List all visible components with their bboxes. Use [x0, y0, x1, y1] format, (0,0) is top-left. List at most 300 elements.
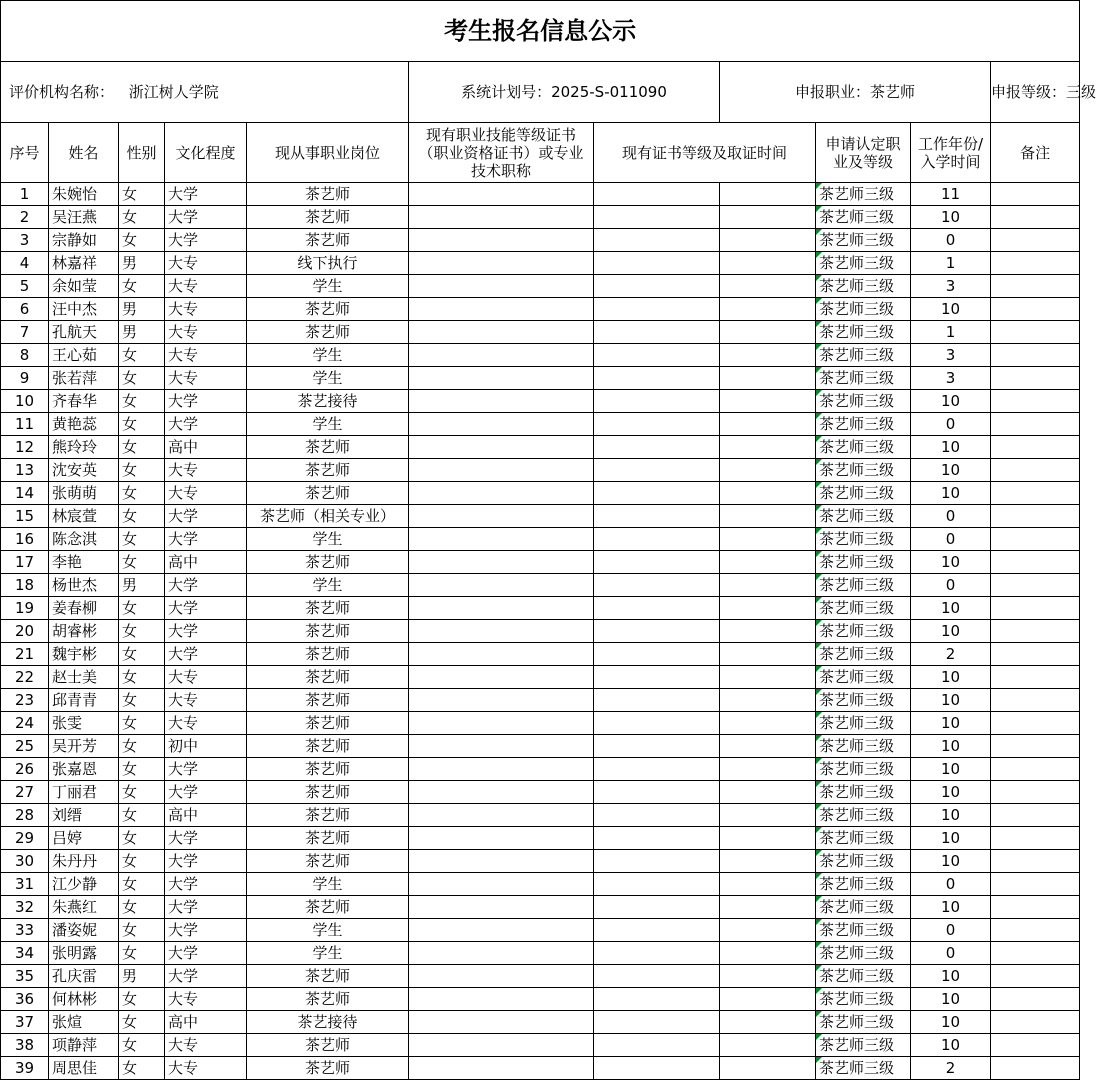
cell-cert-time — [720, 574, 816, 597]
cell-cert-level — [594, 620, 720, 643]
cell-gender: 女 — [119, 1057, 165, 1080]
cell-gender: 女 — [119, 482, 165, 505]
table-row — [1, 528, 1080, 551]
cell-remark — [991, 827, 1080, 850]
table-row — [1, 505, 1080, 528]
table-row — [1, 1011, 1080, 1034]
table-row — [1, 298, 1080, 321]
cell-name: 魏宇彬 — [49, 643, 119, 666]
cell-cert-level — [594, 712, 720, 735]
cell-gender: 女 — [119, 413, 165, 436]
cell-years: 11 — [911, 183, 991, 206]
cell-gender: 女 — [119, 436, 165, 459]
cell-education: 大专 — [165, 321, 247, 344]
cell-apply: 茶艺师三级 — [816, 827, 911, 850]
cell-years: 10 — [911, 781, 991, 804]
cell-no: 11 — [1, 413, 49, 436]
cell-remark — [991, 804, 1080, 827]
cell-cert — [409, 344, 594, 367]
cell-years: 3 — [911, 344, 991, 367]
cell-gender: 女 — [119, 873, 165, 896]
cell-cert-time — [720, 1011, 816, 1034]
cell-name: 杨世杰 — [49, 574, 119, 597]
cell-education: 大学 — [165, 229, 247, 252]
cell-no: 7 — [1, 321, 49, 344]
cell-position: 学生 — [247, 413, 409, 436]
cell-gender: 男 — [119, 965, 165, 988]
cell-position: 茶艺师 — [247, 643, 409, 666]
cell-cert-level — [594, 827, 720, 850]
cell-education: 大专 — [165, 298, 247, 321]
header-cert-time: 现有证书等级及取证时间 — [594, 123, 816, 183]
cell-gender: 女 — [119, 896, 165, 919]
cell-name: 张嘉恩 — [49, 758, 119, 781]
cell-education: 大学 — [165, 643, 247, 666]
cell-name: 张煊 — [49, 1011, 119, 1034]
org-value: 浙江树人学院 — [128, 83, 219, 101]
cell-education: 大学 — [165, 206, 247, 229]
cell-cert-time — [720, 528, 816, 551]
cell-no: 6 — [1, 298, 49, 321]
cell-gender: 女 — [119, 459, 165, 482]
cell-cert — [409, 781, 594, 804]
cell-years: 10 — [911, 597, 991, 620]
cell-no: 20 — [1, 620, 49, 643]
cell-education: 大学 — [165, 390, 247, 413]
cell-no: 28 — [1, 804, 49, 827]
cell-no: 2 — [1, 206, 49, 229]
cell-name: 张萌萌 — [49, 482, 119, 505]
cell-cert-time — [720, 896, 816, 919]
cell-cert — [409, 620, 594, 643]
cell-apply: 茶艺师三级 — [816, 712, 911, 735]
table-row — [1, 597, 1080, 620]
cell-education: 高中 — [165, 1011, 247, 1034]
table-row — [1, 252, 1080, 275]
cell-cert-level — [594, 183, 720, 206]
cell-cert — [409, 896, 594, 919]
cell-position: 线下执行 — [247, 252, 409, 275]
cell-education: 高中 — [165, 804, 247, 827]
cell-gender: 女 — [119, 988, 165, 1011]
cell-remark — [991, 436, 1080, 459]
table-row — [1, 712, 1080, 735]
cell-name: 丁丽君 — [49, 781, 119, 804]
cell-remark — [991, 1011, 1080, 1034]
cell-name: 赵士美 — [49, 666, 119, 689]
cell-remark — [991, 850, 1080, 873]
table-row — [1, 942, 1080, 965]
cell-apply: 茶艺师三级 — [816, 965, 911, 988]
cell-cert-level — [594, 965, 720, 988]
cell-apply: 茶艺师三级 — [816, 482, 911, 505]
cell-position: 茶艺师 — [247, 804, 409, 827]
cell-gender: 女 — [119, 758, 165, 781]
cell-no: 33 — [1, 919, 49, 942]
cell-cert-time — [720, 551, 816, 574]
cell-name: 吴开芳 — [49, 735, 119, 758]
cell-position: 学生 — [247, 528, 409, 551]
cell-years: 10 — [911, 896, 991, 919]
cell-gender: 女 — [119, 597, 165, 620]
cell-years: 10 — [911, 390, 991, 413]
cell-position: 茶艺师 — [247, 735, 409, 758]
cell-cert-time — [720, 919, 816, 942]
cell-education: 大学 — [165, 758, 247, 781]
cell-no: 36 — [1, 988, 49, 1011]
cell-years: 10 — [911, 804, 991, 827]
cell-position: 学生 — [247, 367, 409, 390]
cell-years: 10 — [911, 666, 991, 689]
cell-years: 10 — [911, 1034, 991, 1057]
cell-apply: 茶艺师三级 — [816, 505, 911, 528]
cell-education: 大专 — [165, 367, 247, 390]
cell-cert — [409, 666, 594, 689]
cell-cert-time — [720, 1057, 816, 1080]
cell-cert-level — [594, 390, 720, 413]
cell-apply: 茶艺师三级 — [816, 252, 911, 275]
table-row — [1, 1034, 1080, 1057]
table-row — [1, 275, 1080, 298]
cell-years: 0 — [911, 413, 991, 436]
cell-cert-level — [594, 896, 720, 919]
cell-cert — [409, 367, 594, 390]
cell-cert-level — [594, 367, 720, 390]
cell-remark — [991, 505, 1080, 528]
table-row — [1, 919, 1080, 942]
header-cert: 现有职业技能等级证书（职业资格证书）或专业技术职称 — [409, 123, 594, 183]
cell-education: 大学 — [165, 413, 247, 436]
cell-years: 3 — [911, 367, 991, 390]
table-row — [1, 321, 1080, 344]
cell-gender: 女 — [119, 1034, 165, 1057]
cell-cert-level — [594, 344, 720, 367]
cell-gender: 女 — [119, 643, 165, 666]
table-row — [1, 988, 1080, 1011]
cell-cert-level — [594, 1034, 720, 1057]
cell-years: 0 — [911, 942, 991, 965]
cell-gender: 女 — [119, 367, 165, 390]
cell-cert-level — [594, 873, 720, 896]
level: 申报等级：三级 — [991, 62, 1080, 123]
table-row — [1, 850, 1080, 873]
cell-position: 茶艺师 — [247, 620, 409, 643]
table-row — [1, 827, 1080, 850]
cell-no: 25 — [1, 735, 49, 758]
cell-cert-time — [720, 275, 816, 298]
cell-cert — [409, 413, 594, 436]
cell-no: 24 — [1, 712, 49, 735]
cell-years: 10 — [911, 620, 991, 643]
cell-apply: 茶艺师三级 — [816, 413, 911, 436]
cell-remark — [991, 1034, 1080, 1057]
cell-years: 10 — [911, 298, 991, 321]
cell-cert — [409, 482, 594, 505]
cell-cert-level — [594, 229, 720, 252]
cell-years: 2 — [911, 643, 991, 666]
cell-gender: 女 — [119, 712, 165, 735]
table-row — [1, 643, 1080, 666]
cell-gender: 男 — [119, 321, 165, 344]
cell-position: 学生 — [247, 873, 409, 896]
cell-cert-time — [720, 252, 816, 275]
cell-cert — [409, 942, 594, 965]
cell-no: 19 — [1, 597, 49, 620]
cell-gender: 女 — [119, 781, 165, 804]
cell-remark — [991, 275, 1080, 298]
cell-remark — [991, 321, 1080, 344]
cell-cert-time — [720, 781, 816, 804]
cell-gender: 女 — [119, 666, 165, 689]
cell-apply: 茶艺师三级 — [816, 942, 911, 965]
cell-cert — [409, 183, 594, 206]
cell-cert — [409, 758, 594, 781]
cell-cert — [409, 298, 594, 321]
cell-cert — [409, 459, 594, 482]
cell-position: 茶艺师 — [247, 988, 409, 1011]
cell-years: 10 — [911, 758, 991, 781]
cell-no: 8 — [1, 344, 49, 367]
cell-name: 黄艳蕊 — [49, 413, 119, 436]
cell-no: 14 — [1, 482, 49, 505]
cell-name: 周思佳 — [49, 1057, 119, 1080]
cell-no: 12 — [1, 436, 49, 459]
cell-no: 1 — [1, 183, 49, 206]
cell-apply: 茶艺师三级 — [816, 873, 911, 896]
cell-education: 大学 — [165, 620, 247, 643]
cell-apply: 茶艺师三级 — [816, 298, 911, 321]
cell-remark — [991, 344, 1080, 367]
cell-gender: 女 — [119, 919, 165, 942]
cell-cert-time — [720, 298, 816, 321]
cell-years: 10 — [911, 689, 991, 712]
cell-education: 大专 — [165, 1057, 247, 1080]
cell-remark — [991, 666, 1080, 689]
cell-cert-time — [720, 689, 816, 712]
cell-apply: 茶艺师三级 — [816, 597, 911, 620]
cell-apply: 茶艺师三级 — [816, 436, 911, 459]
cell-cert-level — [594, 942, 720, 965]
cell-education: 大学 — [165, 528, 247, 551]
cell-cert-time — [720, 1034, 816, 1057]
header-years: 工作年份/入学时间 — [911, 123, 991, 183]
cell-education: 大专 — [165, 689, 247, 712]
cell-cert — [409, 804, 594, 827]
cell-position: 茶艺师 — [247, 482, 409, 505]
cell-cert-time — [720, 459, 816, 482]
cell-cert — [409, 1057, 594, 1080]
cell-years: 1 — [911, 321, 991, 344]
cell-remark — [991, 620, 1080, 643]
cell-name: 朱丹丹 — [49, 850, 119, 873]
cell-position: 茶艺师 — [247, 965, 409, 988]
cell-cert — [409, 229, 594, 252]
table-row — [1, 666, 1080, 689]
cell-cert-level — [594, 482, 720, 505]
cell-position: 茶艺师 — [247, 850, 409, 873]
cell-cert-time — [720, 735, 816, 758]
header-gender: 性别 — [119, 123, 165, 183]
cell-no: 13 — [1, 459, 49, 482]
table-row — [1, 206, 1080, 229]
cell-remark — [991, 413, 1080, 436]
cell-cert — [409, 850, 594, 873]
cell-no: 15 — [1, 505, 49, 528]
cell-cert-level — [594, 1057, 720, 1080]
cell-cert-time — [720, 482, 816, 505]
cell-education: 大专 — [165, 459, 247, 482]
cell-name: 熊玲玲 — [49, 436, 119, 459]
cell-cert-level — [594, 574, 720, 597]
cell-cert-time — [720, 229, 816, 252]
cell-position: 学生 — [247, 275, 409, 298]
cell-education: 大学 — [165, 850, 247, 873]
cell-remark — [991, 643, 1080, 666]
cell-years: 10 — [911, 965, 991, 988]
cell-name: 项静萍 — [49, 1034, 119, 1057]
cell-cert-level — [594, 551, 720, 574]
cell-years: 10 — [911, 850, 991, 873]
cell-education: 大学 — [165, 919, 247, 942]
cell-no: 26 — [1, 758, 49, 781]
cell-remark — [991, 459, 1080, 482]
cell-position: 茶艺师 — [247, 229, 409, 252]
cell-cert — [409, 275, 594, 298]
cell-position: 茶艺师 — [247, 712, 409, 735]
cell-no: 4 — [1, 252, 49, 275]
cell-apply: 茶艺师三级 — [816, 919, 911, 942]
cell-cert-time — [720, 390, 816, 413]
cell-position: 茶艺师 — [247, 459, 409, 482]
cell-name: 张雯 — [49, 712, 119, 735]
cell-education: 大专 — [165, 482, 247, 505]
cell-cert-level — [594, 436, 720, 459]
cell-position: 茶艺师 — [247, 827, 409, 850]
cell-cert-level — [594, 735, 720, 758]
cell-position: 茶艺师 — [247, 781, 409, 804]
cell-education: 大学 — [165, 896, 247, 919]
cell-cert — [409, 873, 594, 896]
cell-years: 10 — [911, 827, 991, 850]
header-no: 序号 — [1, 123, 49, 183]
cell-cert-time — [720, 942, 816, 965]
cell-name: 孔庆雷 — [49, 965, 119, 988]
cell-education: 大学 — [165, 574, 247, 597]
cell-remark — [991, 965, 1080, 988]
cell-no: 23 — [1, 689, 49, 712]
cell-gender: 女 — [119, 229, 165, 252]
cell-cert-level — [594, 252, 720, 275]
cell-position: 茶艺师 — [247, 1034, 409, 1057]
cell-education: 大专 — [165, 1034, 247, 1057]
cell-education: 大专 — [165, 252, 247, 275]
cell-position: 茶艺师 — [247, 183, 409, 206]
cell-position: 茶艺接待 — [247, 390, 409, 413]
cell-no: 27 — [1, 781, 49, 804]
table-row — [1, 965, 1080, 988]
cell-years: 10 — [911, 551, 991, 574]
cell-apply: 茶艺师三级 — [816, 1057, 911, 1080]
cell-cert-time — [720, 620, 816, 643]
cell-cert-level — [594, 206, 720, 229]
cell-position: 茶艺师 — [247, 551, 409, 574]
cell-no: 39 — [1, 1057, 49, 1080]
cell-apply: 茶艺师三级 — [816, 666, 911, 689]
cell-apply: 茶艺师三级 — [816, 459, 911, 482]
cell-position: 学生 — [247, 942, 409, 965]
cell-apply: 茶艺师三级 — [816, 735, 911, 758]
occupation: 申报职业：茶艺师 — [720, 62, 991, 123]
cell-apply: 茶艺师三级 — [816, 574, 911, 597]
plan-number: 系统计划号：2025-S-011090 — [409, 62, 720, 123]
cell-cert-level — [594, 459, 720, 482]
table-row — [1, 804, 1080, 827]
cell-cert — [409, 689, 594, 712]
cell-cert-level — [594, 528, 720, 551]
header-position: 现从事职业岗位 — [247, 123, 409, 183]
cell-remark — [991, 758, 1080, 781]
cell-years: 10 — [911, 436, 991, 459]
table-row — [1, 758, 1080, 781]
cell-education: 大学 — [165, 827, 247, 850]
cell-no: 9 — [1, 367, 49, 390]
cell-remark — [991, 482, 1080, 505]
page-title: 考生报名信息公示 — [1, 1, 1080, 62]
cell-cert — [409, 827, 594, 850]
cell-gender: 女 — [119, 275, 165, 298]
cell-name: 齐春华 — [49, 390, 119, 413]
cell-no: 10 — [1, 390, 49, 413]
cell-apply: 茶艺师三级 — [816, 758, 911, 781]
cell-cert-time — [720, 321, 816, 344]
cell-name: 王心茹 — [49, 344, 119, 367]
cell-education: 大学 — [165, 505, 247, 528]
cell-years: 10 — [911, 206, 991, 229]
cell-cert-time — [720, 873, 816, 896]
cell-gender: 女 — [119, 390, 165, 413]
cell-apply: 茶艺师三级 — [816, 689, 911, 712]
cell-apply: 茶艺师三级 — [816, 551, 911, 574]
cell-apply: 茶艺师三级 — [816, 275, 911, 298]
cell-position: 学生 — [247, 344, 409, 367]
cell-years: 10 — [911, 1011, 991, 1034]
cell-position: 茶艺师 — [247, 689, 409, 712]
cell-cert — [409, 206, 594, 229]
cell-cert-time — [720, 183, 816, 206]
cell-education: 大专 — [165, 275, 247, 298]
cell-position: 茶艺师 — [247, 321, 409, 344]
cell-name: 余如莹 — [49, 275, 119, 298]
cell-years: 0 — [911, 528, 991, 551]
cell-cert-time — [720, 804, 816, 827]
cell-apply: 茶艺师三级 — [816, 344, 911, 367]
cell-no: 16 — [1, 528, 49, 551]
cell-cert-time — [720, 206, 816, 229]
table-row — [1, 390, 1080, 413]
cell-position: 茶艺师 — [247, 298, 409, 321]
cell-remark — [991, 781, 1080, 804]
cell-cert-time — [720, 436, 816, 459]
cell-position: 茶艺师 — [247, 758, 409, 781]
cell-gender: 男 — [119, 252, 165, 275]
cell-apply: 茶艺师三级 — [816, 528, 911, 551]
cell-no: 29 — [1, 827, 49, 850]
table-row — [1, 896, 1080, 919]
cell-position: 茶艺师 — [247, 666, 409, 689]
cell-cert — [409, 321, 594, 344]
cell-remark — [991, 919, 1080, 942]
cell-apply: 茶艺师三级 — [816, 321, 911, 344]
